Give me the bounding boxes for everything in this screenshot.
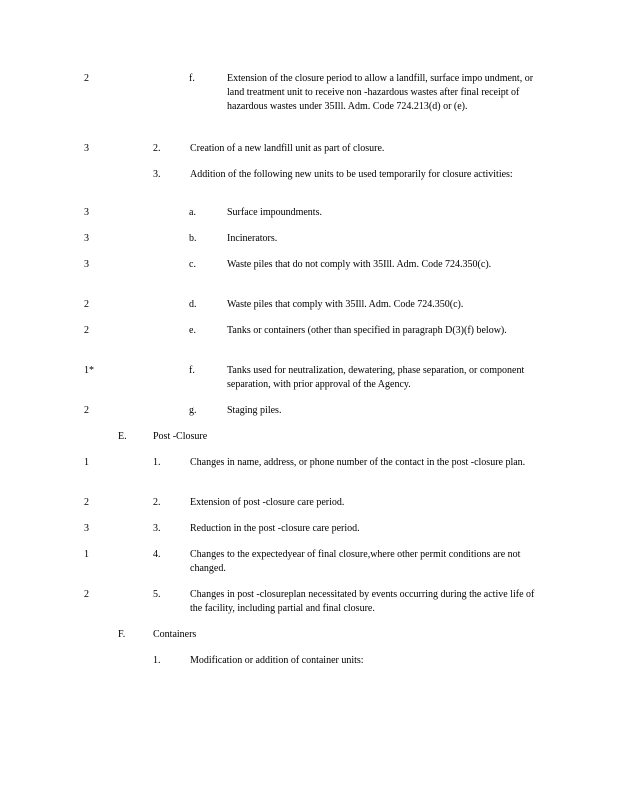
item-text: Waste piles that comply with 35Ill. Adm. Code 724.350(c).	[227, 299, 464, 310]
permit-class: 3	[84, 143, 89, 154]
item-text: Changes to the expectedyear of final closure,where other permit conditions are not changed.	[190, 549, 521, 574]
item-label: 1.	[153, 655, 161, 666]
item-text: Tanks or containers (other than specified in paragraph D(3)(f) below).	[227, 325, 507, 336]
item-text: Modification or addition of container units:	[190, 655, 364, 666]
item-label: g.	[189, 405, 197, 416]
permit-class: 2	[84, 497, 89, 508]
permit-class: 1	[84, 549, 89, 560]
item-text: Surface impoundments.	[227, 207, 322, 218]
item-text: Changes in post -closureplan necessitated by events occurring during the active life of the facility, including partial and final closure.	[190, 589, 535, 614]
item-label: 3.	[153, 523, 161, 534]
item-label: f.	[189, 365, 195, 376]
item-text: Tanks used for neutralization, dewatering, phase separation, or component separation, with prior approval of the Agency.	[227, 365, 525, 390]
item-text: Reduction in the post -closure care period.	[190, 523, 360, 534]
section-label: E.	[118, 431, 127, 442]
permit-class: 3	[84, 259, 89, 270]
permit-class: 3	[84, 523, 89, 534]
item-label: d.	[189, 299, 197, 310]
item-label: f.	[189, 73, 195, 84]
item-label: e.	[189, 325, 196, 336]
item-label: b.	[189, 233, 197, 244]
item-text: Incinerators.	[227, 233, 278, 244]
section-title: Post -Closure	[153, 431, 208, 442]
item-label: 3.	[153, 169, 161, 180]
item-text: Waste piles that do not comply with 35Ill. Adm. Code 724.350(c).	[227, 259, 492, 270]
item-text: Staging piles.	[227, 405, 282, 416]
item-text: Creation of a new landfill unit as part of closure.	[190, 143, 385, 154]
permit-class: 2	[84, 589, 89, 600]
item-text: Addition of the following new units to be used temporarily for closure activities:	[190, 169, 513, 180]
permit-class: 1*	[84, 365, 94, 376]
item-text: Changes in name, address, or phone number of the contact in the post -closure plan.	[190, 457, 526, 468]
permit-class: 2	[84, 325, 89, 336]
section-title: Containers	[153, 629, 197, 640]
permit-class: 1	[84, 457, 89, 468]
permit-class: 3	[84, 207, 89, 218]
permit-class: 2	[84, 405, 89, 416]
item-text: Extension of the closure period to allow a landfill, surface impo undment, or land treatment unit to receive non -hazardous wastes after final receipt of hazardous wastes under 35Ill. Adm. Code 724.213(d) or (e).	[227, 73, 534, 112]
item-label: a.	[189, 207, 196, 218]
permit-class: 2	[84, 299, 89, 310]
item-text: Extension of post -closure care period.	[190, 497, 345, 508]
item-label: 2.	[153, 143, 161, 154]
item-label: 2.	[153, 497, 161, 508]
permit-class: 2	[84, 73, 89, 84]
item-label: 4.	[153, 549, 161, 560]
item-label: c.	[189, 259, 196, 270]
item-label: 1.	[153, 457, 161, 468]
section-label: F.	[118, 629, 126, 640]
permit-class: 3	[84, 233, 89, 244]
item-label: 5.	[153, 589, 161, 600]
